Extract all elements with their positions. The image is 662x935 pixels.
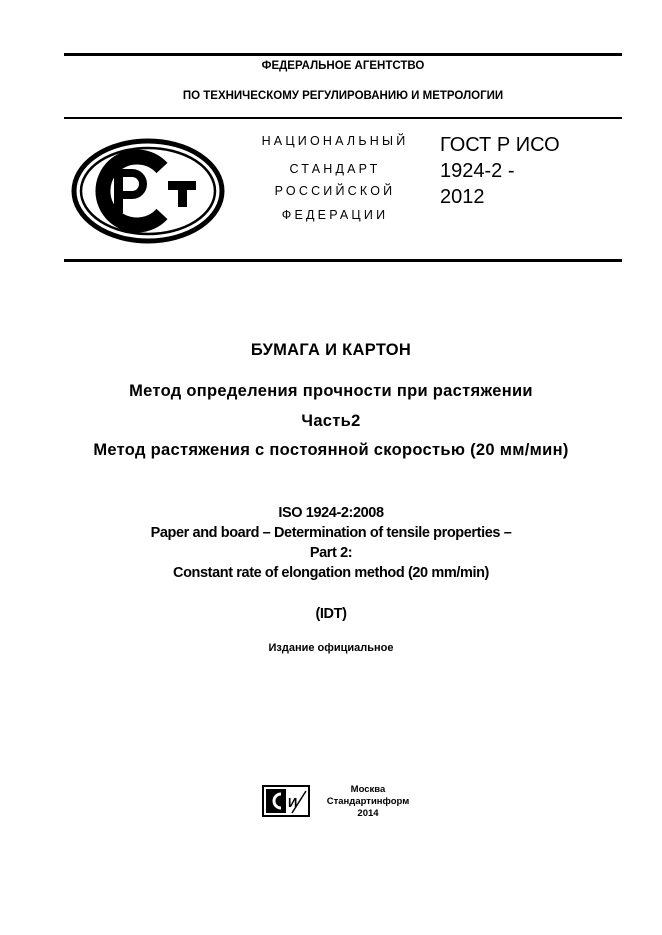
gost-designation-line-3: 2012 <box>440 186 485 208</box>
standard-type-line-4: ФЕДЕРАЦИИ <box>281 208 389 222</box>
document-subtitle: Метод определения прочности при растяжении <box>129 382 533 400</box>
document-part: Часть2 <box>301 412 361 430</box>
svg-text:И: И <box>288 795 298 810</box>
publisher-city: Москва <box>350 784 386 795</box>
document-method: Метод растяжения с постоянной скоростью (20 мм/мин) <box>93 441 569 459</box>
iso-method: Constant rate of elongation method (20 mm/min) <box>173 565 489 581</box>
gost-designation-line-2: 1924-2 - <box>440 160 515 182</box>
top-rule <box>64 53 622 56</box>
publisher-name: Стандартинформ <box>326 796 410 807</box>
rst-certification-mark-icon <box>70 137 226 245</box>
gost-designation-line-1: ГОСТ Р ИСО <box>440 134 560 156</box>
publisher-year: 2014 <box>357 808 379 819</box>
standard-type-line-2: СТАНДАРТ <box>289 162 381 176</box>
iso-title: Paper and board – Determination of tensile properties – <box>150 525 512 541</box>
standard-type-line-3: РОССИЙСКОЙ <box>274 184 396 198</box>
iso-part: Part 2: <box>309 545 353 561</box>
equivalence-degree: (IDT) <box>315 606 347 622</box>
header-rule <box>64 117 622 119</box>
iso-number: ISO 1924-2:2008 <box>278 505 384 521</box>
agency-line-1: ФЕДЕРАЛЬНОЕ АГЕНТСТВО <box>261 60 425 72</box>
gost-designation <box>440 132 610 210</box>
agency-line-2: ПО ТЕХНИЧЕСКОМУ РЕГУЛИРОВАНИЮ И МЕТРОЛОГИИ <box>182 90 504 102</box>
standartinform-logo-icon <box>262 785 310 817</box>
edition-label: Издание официальное <box>268 642 394 654</box>
block-rule <box>64 259 622 262</box>
standard-type-line-1: НАЦИОНАЛЬНЫЙ <box>261 134 409 148</box>
document-title: БУМАГА И КАРТОН <box>250 341 412 359</box>
